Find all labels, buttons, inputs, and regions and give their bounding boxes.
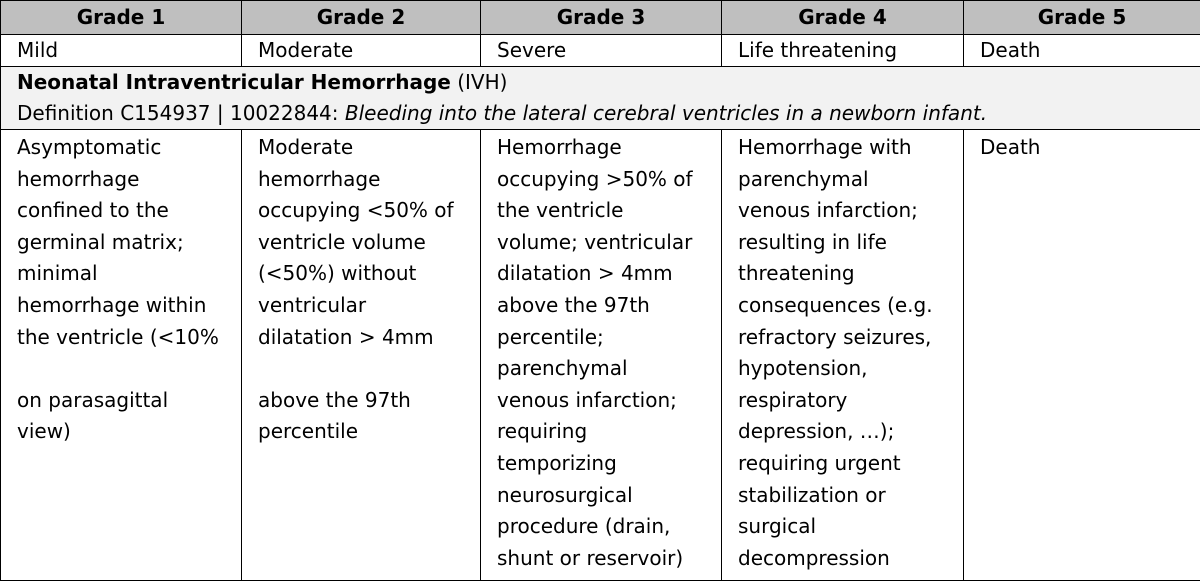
description-blank-line	[17, 353, 241, 385]
description-grade-1	[1, 130, 242, 581]
description-line: percentile;	[497, 322, 721, 354]
description-line: occupying <50% of	[258, 195, 480, 227]
description-line: resulting in life	[738, 227, 963, 259]
description-grade-5	[964, 130, 1200, 581]
definition-text: Bleeding into the lateral cerebral ventricles in a newborn infant.	[345, 101, 987, 125]
description-line: requiring urgent	[738, 448, 963, 480]
header-grade-2: Grade 2	[242, 1, 481, 35]
description-line: Asymptomatic	[17, 132, 241, 164]
description-line: view)	[17, 416, 241, 448]
description-line: ventricular	[258, 290, 480, 322]
description-line: percentile	[258, 416, 480, 448]
term-name: Neonatal Intraventricular Hemorrhage	[17, 70, 451, 94]
description-blank-line	[258, 353, 480, 385]
description-line: dilatation > 4mm	[258, 322, 480, 354]
description-line: surgical	[738, 511, 963, 543]
description-line: occupying >50% of	[497, 164, 721, 196]
description-line: dilatation > 4mm	[497, 258, 721, 290]
description-line: decompression	[738, 543, 963, 575]
description-line: procedure (drain,	[497, 511, 721, 543]
description-line: threatening	[738, 258, 963, 290]
description-line: (<50%) without	[258, 258, 480, 290]
description-line: on parasagittal	[17, 385, 241, 417]
term-row	[1, 67, 1200, 99]
description-line: requiring	[497, 416, 721, 448]
description-line: Hemorrhage	[497, 132, 721, 164]
description-line: depression, …);	[738, 416, 963, 448]
description-line: Moderate	[258, 132, 480, 164]
description-line: respiratory	[738, 385, 963, 417]
description-line: neurosurgical	[497, 480, 721, 512]
severity-grade-5: Death	[964, 35, 1200, 67]
description-line: above the 97th	[258, 385, 480, 417]
description-line: germinal matrix;	[17, 227, 241, 259]
header-grade-5: Grade 5	[964, 1, 1200, 35]
description-line: consequences (e.g.	[738, 290, 963, 322]
description-line: above the 97th	[497, 290, 721, 322]
header-grade-4: Grade 4	[722, 1, 964, 35]
description-line: confined to the	[17, 195, 241, 227]
description-line: venous infarction;	[497, 385, 721, 417]
descriptions-row	[1, 130, 1200, 581]
description-line: hemorrhage within	[17, 290, 241, 322]
header-grade-3: Grade 3	[481, 1, 722, 35]
definition-prefix: Definition C154937 | 10022844:	[17, 101, 345, 125]
description-line: minimal	[17, 258, 241, 290]
description-line: Hemorrhage with	[738, 132, 963, 164]
description-line: temporizing	[497, 448, 721, 480]
description-line: venous infarction;	[738, 195, 963, 227]
severity-grade-4: Life threatening	[722, 35, 964, 67]
description-line: parenchymal	[497, 353, 721, 385]
severity-grade-1: Mild	[1, 35, 242, 67]
severity-grade-2: Moderate	[242, 35, 481, 67]
severity-row	[1, 35, 1200, 67]
term-cell	[1, 67, 1200, 99]
header-grade-1: Grade 1	[1, 1, 242, 35]
description-line: hemorrhage	[258, 164, 480, 196]
description-grade-2	[242, 130, 481, 581]
description-line: Death	[980, 132, 1200, 164]
description-line: refractory seizures,	[738, 322, 963, 354]
description-line: shunt or reservoir)	[497, 543, 721, 575]
description-line: stabilization or	[738, 480, 963, 512]
definition-row	[1, 98, 1200, 130]
description-line: hypotension,	[738, 353, 963, 385]
description-line: the ventricle	[497, 195, 721, 227]
header-row	[1, 1, 1200, 35]
description-grade-4	[722, 130, 964, 581]
definition-cell	[1, 98, 1200, 130]
description-line: parenchymal	[738, 164, 963, 196]
description-line: volume; ventricular	[497, 227, 721, 259]
severity-grade-3: Severe	[481, 35, 722, 67]
description-line: the ventricle (<10%	[17, 322, 241, 354]
term-abbreviation: (IVH)	[457, 70, 507, 94]
description-line: hemorrhage	[17, 164, 241, 196]
description-line: ventricle volume	[258, 227, 480, 259]
description-grade-3	[481, 130, 722, 581]
